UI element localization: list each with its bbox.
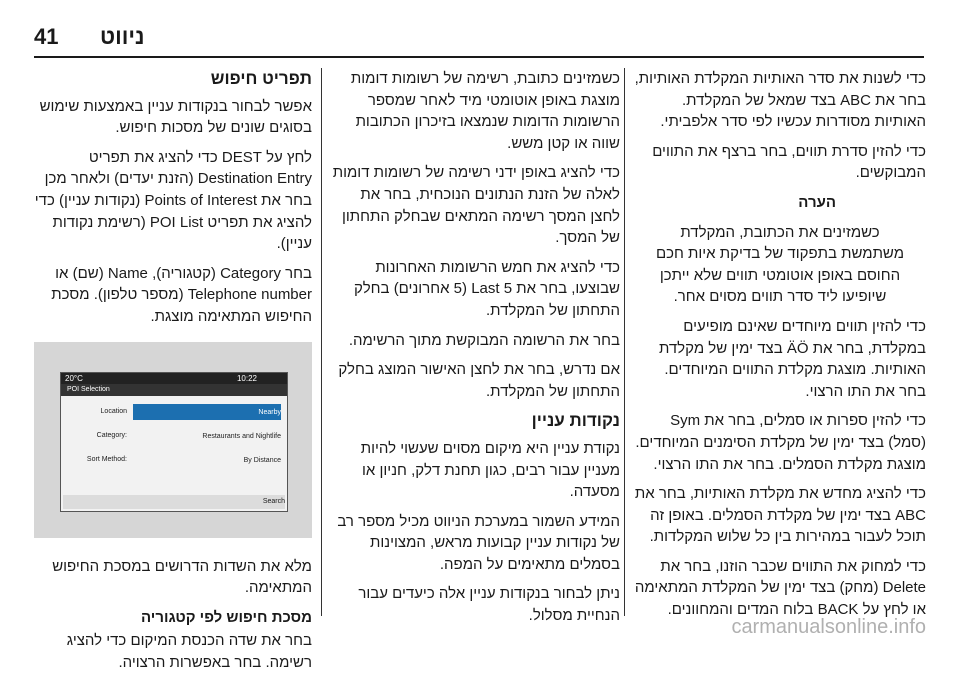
- middle-column: [330, 68, 620, 635]
- page-header: [0, 0, 960, 58]
- sort-label: Sort Method:: [86, 455, 127, 463]
- paragraph: כדי להציג את חמש הרשומות האחרונות שבוצעו, בחר את Last 5 (5 אחרונים) בחלק התחתון של המקלדת.: [354, 258, 620, 319]
- section-heading: נקודות עניין: [531, 411, 620, 431]
- category-label: Category:: [96, 431, 127, 439]
- sort-value[interactable]: By Distance: [243, 456, 281, 464]
- screen-title-bar: [61, 384, 287, 396]
- temperature: 20°C: [65, 373, 83, 383]
- section-heading: תפריט חיפוש: [210, 69, 312, 88]
- search-button[interactable]: Search: [63, 495, 285, 509]
- paragraph: בחר Category (קטגוריה), Name (שם) או Telephone number (מספר טלפון). מסכת החיפוש המתאימה מוצגת.: [51, 264, 312, 325]
- category-row[interactable]: [61, 427, 287, 445]
- paragraph: בחר את הרשומה המבוקשת מתוך הרשימה.: [348, 331, 620, 349]
- paragraph: כדי להזין סדרת תווים, בחר ברצף את התווים המבוקשים.: [652, 142, 926, 182]
- sort-row[interactable]: [61, 451, 287, 469]
- paragraph: כדי להזין ספרות או סמלים, בחר את Sym (סמל) בצד ימין של מקלדת הסימנים המיוחדים. מוצגת מקלדת הסמלים. בחר את התו הרצוי.: [635, 412, 926, 473]
- paragraph: כדי להציג באופן ידני רשימה של רשומות דומות לאלה של הזנת הנתונים הנוכחית, בחר את לחצן המסך רשימה המתאים שבחלק התחתון של המסך.: [332, 164, 620, 247]
- column-divider: [624, 68, 625, 616]
- paragraph: נקודת עניין היא מיקום מסוים שעשוי להיות מעניין עבור רבים, כגון תחנת דלק, חניון או מסעדה.: [360, 439, 620, 501]
- poi-selection-screenshot: [34, 342, 312, 538]
- category-value[interactable]: Restaurants and Nightlife: [202, 432, 281, 440]
- clock: 10:22: [236, 373, 257, 383]
- note-text: כשמזינים את הכתובת, המקלדת משתמשת בתפקוד של בדיקת איות חכם החוסם באופן אוטומטי תווים שלא ייתכן שיופיעו ליד סדר תווים מסוים אחר.: [655, 223, 905, 306]
- subsection-heading: מסכת חיפוש לפי קטגוריה: [140, 608, 312, 626]
- paragraph: כדי לשנות את סדר האותיות המקלדת האותיות, בחר את ABC בצד שמאל של המקלדת. האותיות מסודרות עכשיו לפי סדר אלפביתי.: [634, 70, 926, 131]
- column-divider: [321, 68, 322, 616]
- footer-watermark: carmanualsonline.info: [731, 616, 926, 638]
- paragraph: אפשר לבחור בנקודות עניין באמצעות שימוש בסוגים שונים של מסכות חיפוש.: [39, 97, 312, 137]
- paragraph: ניתן לבחור בנקודות עניין אלה כיעדים עבור הנחיית מסלול.: [358, 585, 620, 625]
- screen-title: POI Selection: [67, 385, 110, 393]
- paragraph: כשמזינים כתובת, רשימה של רשומות דומות מוצגת באופן אוטומטי מיד לאחר שמספר הרשומות הדומות שנמצאו בזיכרון הכתובות שווה או קטן משש.: [350, 70, 620, 152]
- header-rule: [34, 56, 924, 58]
- location-value[interactable]: Nearby: [133, 404, 281, 420]
- note-title: הערה: [798, 193, 836, 211]
- paragraph: כדי להציג מחדש את מקלדת האותיות, בחר את ABC בצד ימין של מקלדת הסמלים. באופן זה תוכל לעבור במהירות בין כל שלוש המקלדות.: [634, 485, 926, 546]
- paragraph: כדי למחוק את התווים שכבר הוזנו, בחר את Delete (מחק) בצד ימין של המקלדת המתאימה או לחץ על BACK בלוח המדים והמחוונים.: [634, 557, 926, 619]
- paragraph: בחר את שדה הכנסת המיקום כדי להציג רשימה. בחר באפשרות הרצויה.: [66, 632, 312, 671]
- paragraph: כדי להזין תווים מיוחדים שאינם מופיעים במקלדת, בחר את ÄÖ בצד ימין של מקלדת האותיות. מוצגת מקלדת התווים המיוחדים. בחר את התו הרצוי.: [658, 317, 926, 400]
- left-column: [34, 68, 312, 682]
- status-bar: [61, 373, 287, 384]
- right-column: [634, 68, 926, 629]
- paragraph: המידע השמור במערכת הניווט מכיל מספר רב של נקודות עניין קבועות מראש, המצוינות בסמלים מתאימים על המפה.: [337, 512, 620, 573]
- display-screen: [60, 372, 288, 512]
- paragraph: לחץ על DEST כדי להציג את תפריט Destination Entry (הזנת יעדים) ולאחר מכן בחר את Points of Interest (נקודות עניין) כדי להציג את תפריט POI List (רשימת נקודות עניין).: [34, 148, 312, 253]
- paragraph: אם נדרש, בחר את לחצן האישור המוצג בחלק התחתון של המקלדת.: [338, 361, 620, 400]
- paragraph: מלא את השדות הדרושים במסכת החיפוש המתאימה.: [52, 557, 312, 597]
- page-title: ניווט: [100, 24, 145, 49]
- location-label: Location: [100, 407, 127, 415]
- location-row[interactable]: [61, 403, 287, 421]
- page-number: 41: [34, 24, 59, 49]
